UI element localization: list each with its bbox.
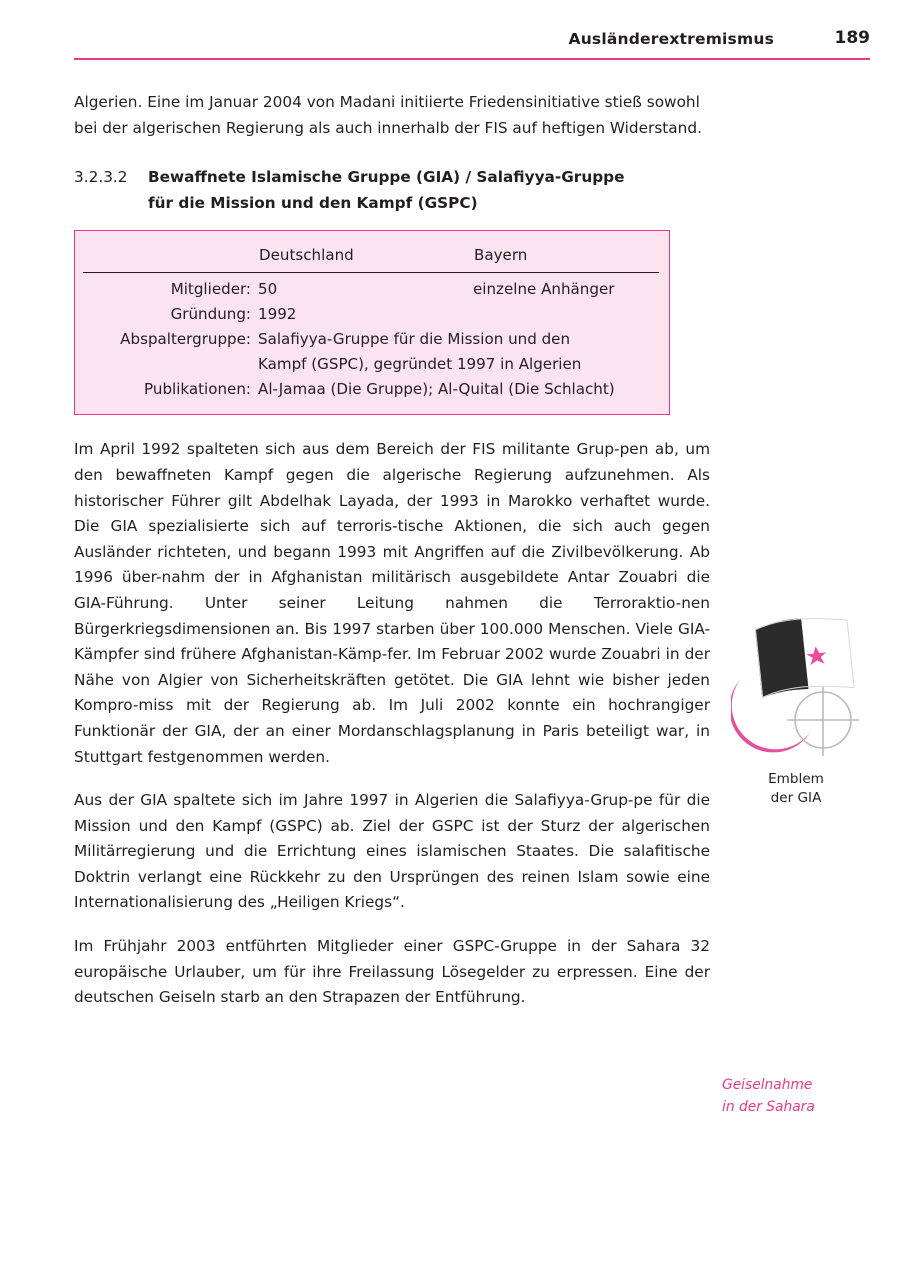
row-value-abspaltergruppe <box>258 327 659 377</box>
page-number: 189 <box>834 28 870 48</box>
section-number: 3.2.3.2 <box>74 168 128 187</box>
row-label-abspaltergruppe: Abspaltergruppe: <box>120 330 251 349</box>
table-row <box>83 327 659 377</box>
margin-note-line2: in der Sahara <box>722 1099 815 1115</box>
row-value-abspaltergruppe-line2: Kampf (GSPC), gegründet 1997 in Algerien <box>258 355 582 374</box>
emblem-figure <box>722 608 870 808</box>
group-info-box <box>74 230 670 415</box>
table-header-row <box>83 243 659 271</box>
paragraph-gia-history: Im April 1992 spalteten sich aus dem Bereich der FIS militante Grup-pen ab, um den bewaffneten Kampf gegen die algerische Regierung aufzunehmen. Als historischer Führer gilt Abdelhak Layada, der 1993 in Marokko verhaftet wurde. Die GIA spezialisierte sich auf terroris-tische Aktionen, die sich auch gegen Ausländer richteten, und begann 1993 mit Angriffen auf die Zivilbevölkerung. Ab 1996 über-nahm der in Afghanistan militärisch ausgebildete Antar Zouabri die GIA-Führung. Unter seiner Leitung nahmen die Terroraktio-nen Bürgerkriegsdimensionen an. Bis 1997 starben über 100.000 Menschen. Viele GIA-Kämpfer sind frühere Afghanistan-Kämp-fer. Im Februar 2002 wurde Zouabri in der Nähe von Algier von Sicherheitskräften getötet. Die GIA lehnt wie bisher jeden Kompro-miss mit der Regierung ab. Im Juli 2002 konnte ein hochrangiger Funktionär der GIA, der an einer Mordanschlagsplanung in Paris beteiligt war, in Stuttgart festgenommen werden. <box>74 440 710 766</box>
section-title <box>148 165 710 216</box>
table-corner-cell <box>83 243 258 271</box>
page-header <box>74 28 870 48</box>
column-header-deutschland: Deutschland <box>259 246 354 265</box>
gia-emblem-image <box>731 608 861 780</box>
paragraph-sahara-kidnapping: Im Frühjahr 2003 entführten Mitglieder einer GSPC-Gruppe in der Sahara 32 europäische Urlauber, um für ihre Freilassung Lösegelder zu erpressen. Eine der deutschen Geiseln starb an den Strapazen der Entführung. <box>74 937 710 1007</box>
row-value-gruendung-deutschland: 1992 <box>258 305 297 324</box>
emblem-caption-line1: Emblem <box>768 771 824 787</box>
section-title-line2: für die Mission und den Kampf (GSPC) <box>148 193 478 212</box>
margin-note-geiselnahme <box>722 1074 872 1118</box>
table-row <box>83 302 659 327</box>
row-label-mitglieder: Mitglieder: <box>170 280 251 299</box>
row-value-abspaltergruppe-line1: Salafiyya-Gruppe für die Mission und den <box>258 330 571 349</box>
row-label-gruendung: Gründung: <box>170 305 251 324</box>
row-value-mitglieder-bayern: einzelne Anhänger <box>473 280 615 299</box>
main-text-column <box>74 90 710 1029</box>
header-divider <box>74 58 870 60</box>
row-value-mitglieder-deutschland: 50 <box>258 280 278 299</box>
table-row <box>83 277 659 302</box>
paragraph-intro: Algerien. Eine im Januar 2004 von Madani initiierte Friedensinitiative stieß sowohl bei der algerischen Regierung als auch innerhalb der FIS auf heftigen Widerstand. <box>74 93 702 137</box>
section-title-line1: Bewaffnete Islamische Gruppe (GIA) / Salafiyya-Gruppe <box>148 168 625 187</box>
group-info-table <box>83 243 659 402</box>
row-label-publikationen: Publikationen: <box>144 380 251 399</box>
gia-emblem-flag-crescent-icon <box>731 608 861 780</box>
paragraph-gspc-split: Aus der GIA spaltete sich im Jahre 1997 in Algerien die Salafiyya-Grup-pe für die Mission und den Kampf (GSPC) ab. Ziel der GSPC ist der Sturz der algerischen Militärregierung und die Errichtung eines islamischen Staates. Die salafitische Doktrin verlangt eine Rückkehr zu den Ursprüngen des reinen Islam sowie eine Internationalisierung des „Heiligen Kriegs“. <box>74 791 710 912</box>
table-row <box>83 377 659 402</box>
emblem-caption-line2: der GIA <box>770 790 822 806</box>
column-header-bayern: Bayern <box>474 246 528 265</box>
row-value-gruendung-bayern <box>473 302 659 327</box>
margin-note-line1: Geiselnahme <box>722 1077 813 1093</box>
section-heading <box>74 165 710 216</box>
row-value-publikationen: Al-Jamaa (Die Gruppe); Al-Quital (Die Schlacht) <box>258 380 615 399</box>
page-header-title: Ausländerextremismus <box>568 30 774 48</box>
